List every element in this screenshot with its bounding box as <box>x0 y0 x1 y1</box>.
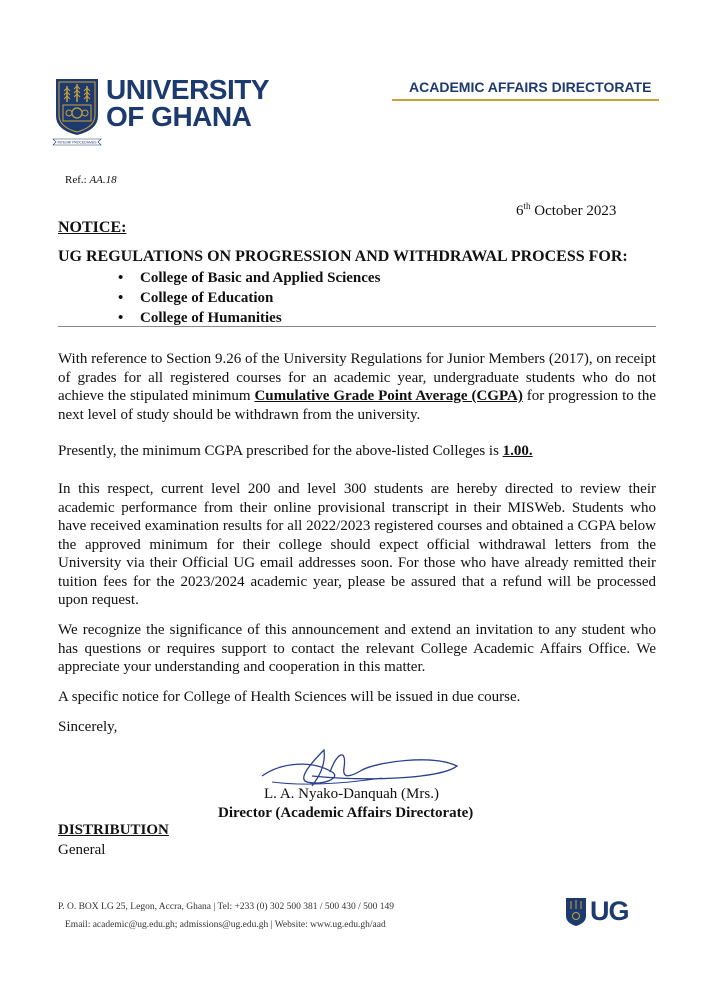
ug-crest-icon <box>565 897 587 927</box>
date-month-year: October 2023 <box>534 203 617 219</box>
reference-label: Ref.: <box>65 174 87 186</box>
university-name-line1: UNIVERSITY <box>106 74 270 105</box>
distribution-heading: DISTRIBUTION <box>58 822 169 838</box>
notice-subject: UG REGULATIONS ON PROGRESSION AND WITHDRAWAL PROCESS FOR: <box>58 248 628 265</box>
list-item: • College of Humanities <box>118 308 380 328</box>
directorate-title: ACADEMIC AFFAIRS DIRECTORATE <box>409 79 652 95</box>
subject-divider <box>58 326 656 327</box>
directorate-underline <box>392 99 659 101</box>
paragraph-directive: In this respect, current level 200 and level 300 students are hereby directed to review their academic performance from their online provisional transcript in their MISWeb. Students who have received examination results for all 2022/2023 registered courses and obtained a CGPA below the approved minimum for their college should expect official withdrawal letters from the University via their Official UG email addresses soon. For those who have already remitted their tuition fees for the 2023/2024 academic year, please be assured that a refund will be processed upon request. <box>58 481 656 608</box>
reference-number: AA.18 <box>89 174 117 186</box>
paragraph-text: for progression to the next level of study should be withdrawn from the university. <box>58 388 657 423</box>
motto-text: INTEGRI PROCEDAMUS <box>57 140 97 145</box>
paragraph-health-sciences: A specific notice for College of Health Sciences will be issued in due course. <box>58 689 521 705</box>
list-item: • College of Education <box>118 288 380 308</box>
university-name-line2: OF GHANA <box>106 101 252 132</box>
paragraph-regulation <box>58 350 656 424</box>
date-day: 6 <box>516 203 524 219</box>
footer-contact: Email: academic@ug.edu.gh; admissions@ug.edu.gh | Website: www.ug.edu.gh/aad <box>65 920 386 930</box>
footer-address: P. O. BOX LG 25, Legon, Accra, Ghana | Tel: +233 (0) 302 500 381 / 500 430 / 500 149 <box>58 902 394 912</box>
letter-date <box>516 201 616 220</box>
signatory-title: Director (Academic Affairs Directorate) <box>218 805 474 821</box>
signatory-name: L. A. Nyako-Danquah (Mrs.) <box>264 786 439 802</box>
list-item: • College of Basic and Applied Sciences <box>118 268 380 288</box>
date-suffix: th <box>523 201 531 211</box>
notice-heading: NOTICE: <box>58 219 127 236</box>
paragraph-text: With reference to Section 9.26 of the University Regulations for Junior Members (2017), on receipt of grades for all registered courses for an academic year, undergraduate students who do not achieve the stipulated minimum <box>58 351 656 404</box>
university-crest-icon <box>55 78 99 136</box>
closing: Sincerely, <box>58 719 118 735</box>
paragraph-minimum-cgpa <box>58 442 656 461</box>
university-name <box>106 76 269 130</box>
college-list <box>118 268 380 328</box>
minimum-cgpa-value: 1.00. <box>502 443 533 459</box>
distribution-value: General <box>58 842 106 858</box>
motto-banner-icon <box>52 138 102 146</box>
footer-logo-text: UG <box>590 896 629 926</box>
handwritten-signature-icon <box>252 742 462 792</box>
paragraph-text: Presently, the minimum CGPA prescribed for the above-listed Colleges is <box>58 443 499 459</box>
cgpa-emphasis: Cumulative Grade Point Average (CGPA) <box>254 388 523 404</box>
reference-line <box>65 174 117 186</box>
paragraph-support: We recognize the significance of this announcement and extend an invitation to any student who has questions or requires support to contact the relevant College Academic Affairs Office. We appreciate your understanding and cooperation in this matter. <box>58 622 656 675</box>
